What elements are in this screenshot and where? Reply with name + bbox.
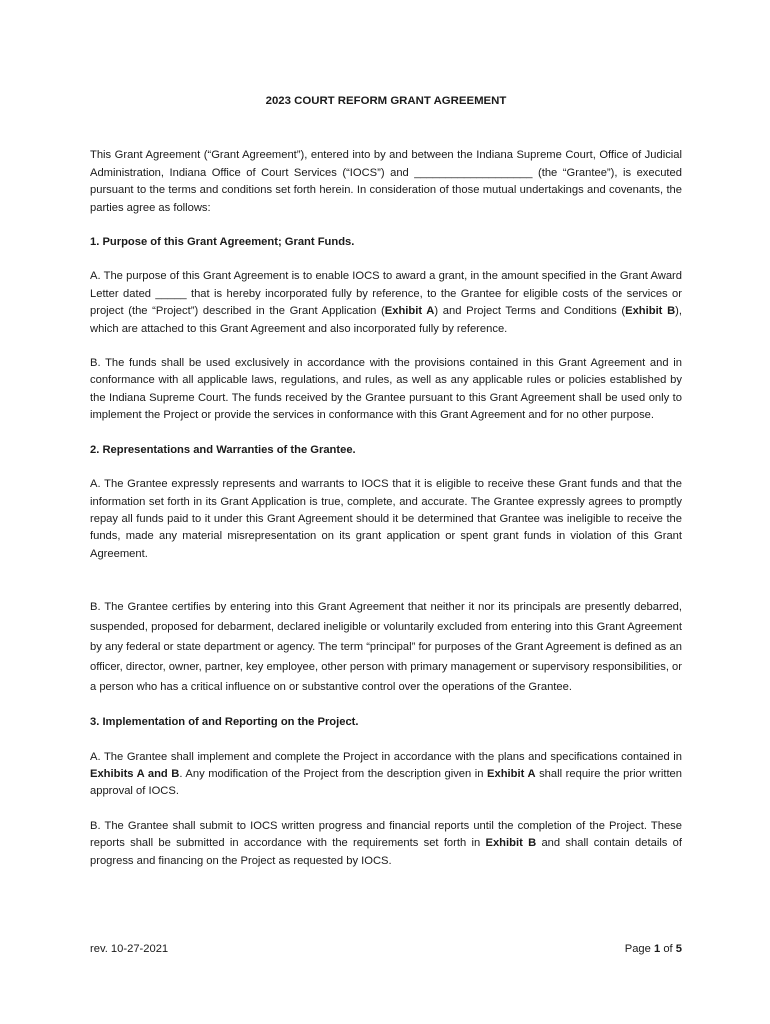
- section-1-heading: 1. Purpose of this Grant Agreement; Grant Funds.: [90, 236, 355, 249]
- revision-date: rev. 10-27-2021: [90, 943, 169, 955]
- section-1-paragraph-a: A. The purpose of this Grant Agreement is to enable IOCS to award a grant, in the amount specified in the Grant Award Letter dated _____ that is hereby incorporated fully by reference, to the Grantee for eligible costs of the services or project (the “Project”) described in the Grant Application (Exhibit A) and Project Terms and Conditions (Exhibit B), which are attached to this Grant Agreement and also incorporated fully by reference.: [90, 270, 682, 335]
- section-2-paragraph-b: B. The Grantee certifies by entering into this Grant Agreement that neither it nor its principals are presently debarred, suspended, proposed for debarment, declared ineligible or voluntarily excluded from entering into this Grant Agreement by any federal or state department or agency. The term “principal” for purposes of the Grant Agreement is defined as an officer, director, owner, partner, key employee, other person with primary management or supervisory responsibilities, or a person who has a critical influence on or substantive control over the operations of the Grantee.: [90, 601, 682, 694]
- section-3-paragraph-b: B. The Grantee shall submit to IOCS written progress and financial reports until the completion of the Project. These reports shall be submitted in accordance with the requirements set forth in Exhibit B and shall contain details of progress and financing on the Project as requested by IOCS.: [90, 819, 683, 867]
- section-2-paragraph-a: A. The Grantee expressly represents and warrants to IOCS that it is eligible to receive these Grant funds and that the information set forth in its Grant Application is true, complete, and accurate. The Grantee expressly agrees to promptly repay all funds paid to it under this Grant Agreement should it be determined that Grantee was ineligible to receive the funds, made any material misrepresentation on its grant application or spent grant funds in violation of this Grant Agreement.: [90, 478, 682, 560]
- document-body: [90, 93, 682, 870]
- page-number: Page 1 of 5: [624, 943, 682, 955]
- document-title: 2023 COURT REFORM GRANT AGREEMENT: [265, 95, 507, 107]
- section-3-paragraph-a: A. The Grantee shall implement and complete the Project in accordance with the plans and specifications contained in Exhibits A and B. Any modification of the Project from the description given in Exhibit A shall require the prior written approval of IOCS.: [90, 750, 682, 798]
- section-3-heading: 3. Implementation of and Reporting on the Project.: [90, 716, 359, 729]
- page-footer: [90, 943, 682, 955]
- section-1-paragraph-b: B. The funds shall be used exclusively in accordance with the provisions contained in this Grant Agreement and in conformance with all applicable laws, regulations, and rules, as well as any applicable rules or policies established by the Indiana Supreme Court. The funds received by the Grantee pursuant to this Grant Agreement shall be used only to implement the Project or provide the services in conformance with this Grant Agreement and for no other purpose.: [90, 357, 682, 422]
- section-2-heading: 2. Representations and Warranties of the Grantee.: [90, 443, 356, 456]
- intro-paragraph: This Grant Agreement (“Grant Agreement”), entered into by and between the Indiana Supreme Court, Office of Judicial Administration, Indiana Office of Court Services (“IOCS”) and ___________________ (the “Grantee”), is executed pursuant to the terms and conditions set forth herein. In consideration of those mutual undertakings and covenants, the parties agree as follows:: [90, 149, 682, 214]
